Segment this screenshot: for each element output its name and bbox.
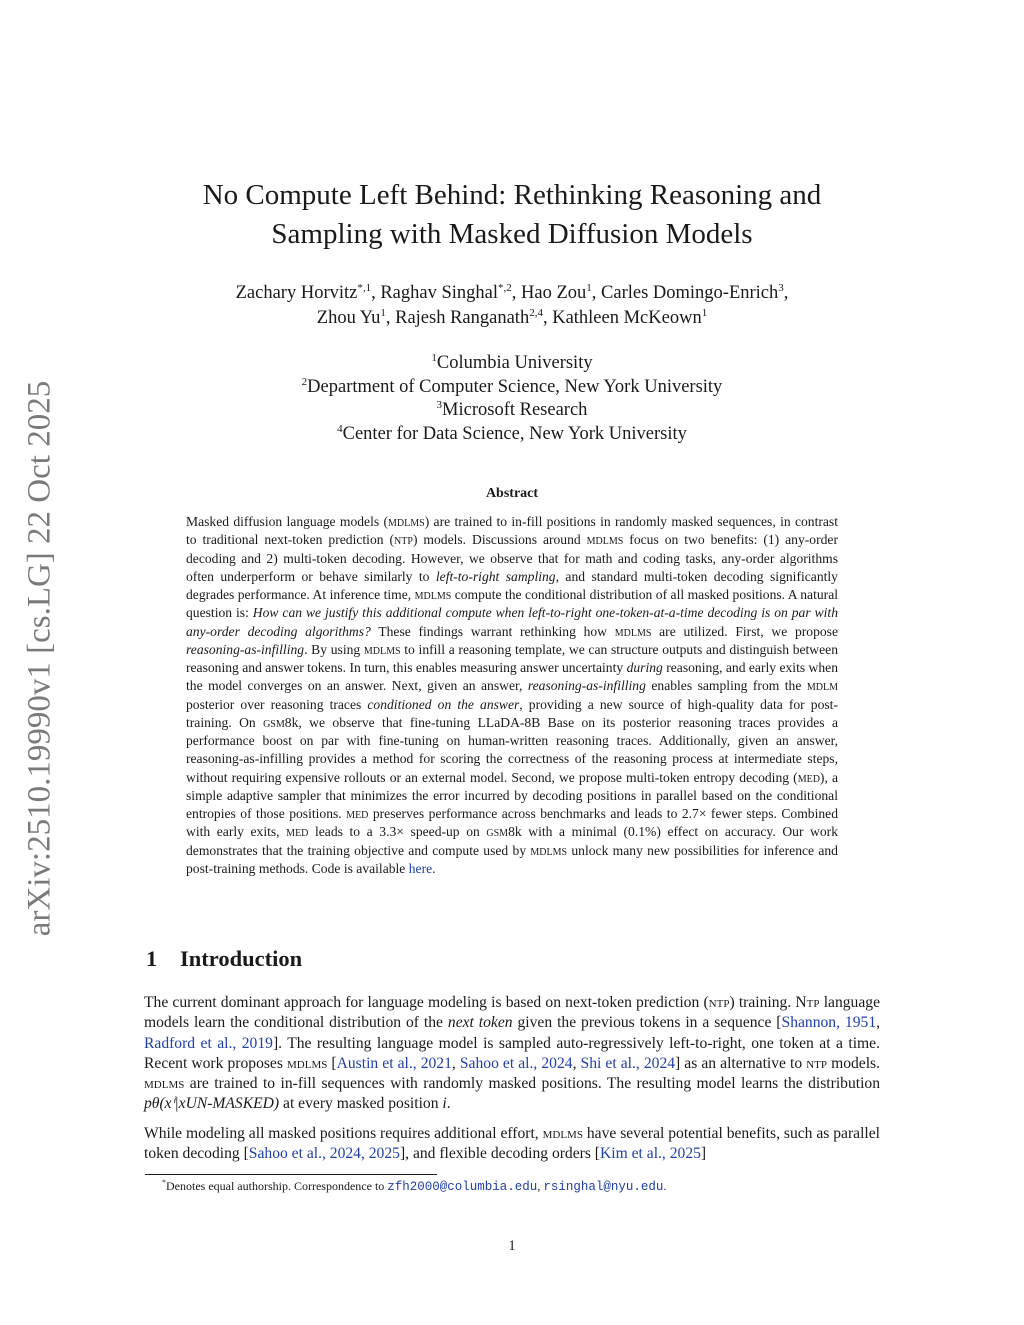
footnote-divider (145, 1174, 437, 1175)
author-name: Hao Zou (521, 283, 587, 303)
author-affil-mark: 1 (586, 281, 592, 294)
affiliation: $^2$Department of Computer Science, New York University (301, 375, 723, 397)
author-affil-mark: 3 (778, 281, 784, 294)
footnote: *Denotes equal authorship. Correspondence to zfh2000@columbia.edu, rsinghal@nyu.edu. (162, 1178, 667, 1194)
author-affil-mark: 2,4 (529, 306, 543, 319)
section-heading-introduction: 1 Introduction (146, 946, 303, 971)
abstract-body: Masked diffusion language models (mdlms) are trained to in-fill positions in randomly masked sequences, in contrast to traditional next-token prediction (ntp) models. Discussions around mdlms focus on two benefits: (1) any-order decoding and 2) multi-token decoding. However, we observe that for math and coding tasks, any-order algorithms often underperform or behave similarly to left-to-right sampling, and standard multi-token decoding significantly degrades performance. At inference time, mdlms compute the conditional distribution of all masked positions. A natural question is: How can we justify this additional compute when left-to-right one-token-at-a-time decoding is on par with any-order decoding algorithms? These findings warrant rethinking how mdlms are utilized. First, we propose reasoning-as-infilling. By using mdlms to infill a reasoning template, we can structure outputs and distinguish between reasoning and answer tokens. In turn, this enables measuring answer uncertainty during reasoning, and early exits when the model converges on an answer. Next, given an answer, reasoning-as-infilling enables sampling from the mdlm posterior over reasoning traces conditioned on the answer, providing a new source of high-quality data for post-training. On gsm8k, we observe that fine-tuning LLaDA-8B Base on its posterior reasoning traces provides a performance boost on par with fine-tuning on human-written reasoning traces. Additionally, given an answer, reasoning-as-infilling provides a method for scoring the correctness of the reasoning process at intermediate steps, without requiring expensive rollouts or an external model. Second, we propose multi-token entropy decoding (med), a simple adaptive sampler that minimizes the error incurred by decoding positions in parallel based on the conditional entropies of those positions. med preserves performance across benchmarks and leads to 2.7× fewer steps. Combined with early exits, med leads to a 3.3× speed-up on gsm8k with a minimal (0.1%) effect on accuracy. Our work demonstrates that the training objective and compute used by mdlms unlock many new possibilities for inference and post-training methods. Code is available here. (186, 514, 839, 876)
author-affil-mark: *,1 (357, 281, 372, 294)
author-affil-mark: *,2 (498, 281, 512, 294)
author-name: Kathleen McKeown (552, 308, 702, 328)
code-link[interactable]: here (408, 860, 433, 876)
affiliation: $^1$Columbia University (431, 351, 593, 373)
intro-paragraph-1: The current dominant approach for language modeling is based on next-token prediction (ntp) training. Ntp language models learn the conditional distribution of the next token given the previous tokens in a sequence [Shannon, 1951, Radford et al., 2019]. The resulting language model is sampled auto-regressively left-to-right, one token at a time. Recent work proposes mdlms [Austin et al., 2021, Sahoo et al., 2024, Shi et al., 2024] as an alternative to ntp models. mdlms are trained to in-fill sequences with randomly masked positions. The resulting model learns the distribution pθ(xⁱ|xUN-MASKED) at every masked position i. (144, 994, 881, 1113)
citation-link[interactable]: Kim et al., 2025 (600, 1145, 701, 1163)
author-name: Zachary Horvitz (235, 283, 358, 303)
citation-link[interactable]: Shannon, 1951 (781, 1014, 877, 1032)
author-line-2: Zhou Yu$^1$, Rajesh Ranganath$^{2,4}$, Kathleen McKeown$^1$ (316, 306, 708, 328)
email-link[interactable]: zfh2000@columbia.edu (387, 1180, 538, 1194)
author-affil-mark: 1 (380, 306, 386, 319)
author-list (112, 281, 912, 331)
citation-link[interactable]: Sahoo et al., 2024, 2025 (248, 1145, 400, 1163)
affiliation: $^3$Microsoft Research (436, 398, 588, 420)
author-line-1: Zachary Horvitz$^{*,1}$, Raghav Singhal$^{*,2}$, Hao Zou$^1$, Carles Domingo-Enrich$^3$, (235, 281, 789, 303)
citation-link[interactable]: Sahoo et al., 2024 (459, 1054, 573, 1072)
title-line-2: Sampling with Masked Diffusion Models (271, 218, 753, 250)
distribution-formula: pθ(xⁱ|xUN-MASKED) (144, 1095, 280, 1113)
citation-link[interactable]: Austin et al., 2021 (336, 1054, 452, 1072)
author-name: Raghav Singhal (380, 283, 499, 303)
email-link[interactable]: rsinghal@nyu.edu (543, 1180, 664, 1194)
abstract-heading: Abstract (485, 486, 539, 501)
author-name: Zhou Yu (316, 308, 381, 328)
affiliations (112, 352, 912, 446)
citation-link[interactable]: Shi et al., 2024 (580, 1054, 676, 1072)
affiliation: $^4$Center for Data Science, New York University (337, 422, 687, 444)
author-name: Rajesh Ranganath (395, 308, 530, 328)
title-line-1: No Compute Left Behind: Rethinking Reasoning and (202, 179, 822, 211)
intro-paragraph-2: While modeling all masked positions requires additional effort, mdlms have several potential benefits, such as parallel token decoding [Sahoo et al., 2024, 2025], and flexible decoding orders [Kim et al., 2025] (144, 1125, 881, 1163)
author-affil-mark: 1 (701, 306, 708, 319)
page-number: 1 (508, 1238, 516, 1254)
paper-title (112, 176, 912, 254)
citation-link[interactable]: Radford et al., 2019 (144, 1034, 273, 1052)
arxiv-identifier-stamp: arXiv:2510.19990v1 [cs.LG] 22 Oct 2025 (21, 380, 58, 937)
author-name: Carles Domingo-Enrich (601, 283, 779, 303)
